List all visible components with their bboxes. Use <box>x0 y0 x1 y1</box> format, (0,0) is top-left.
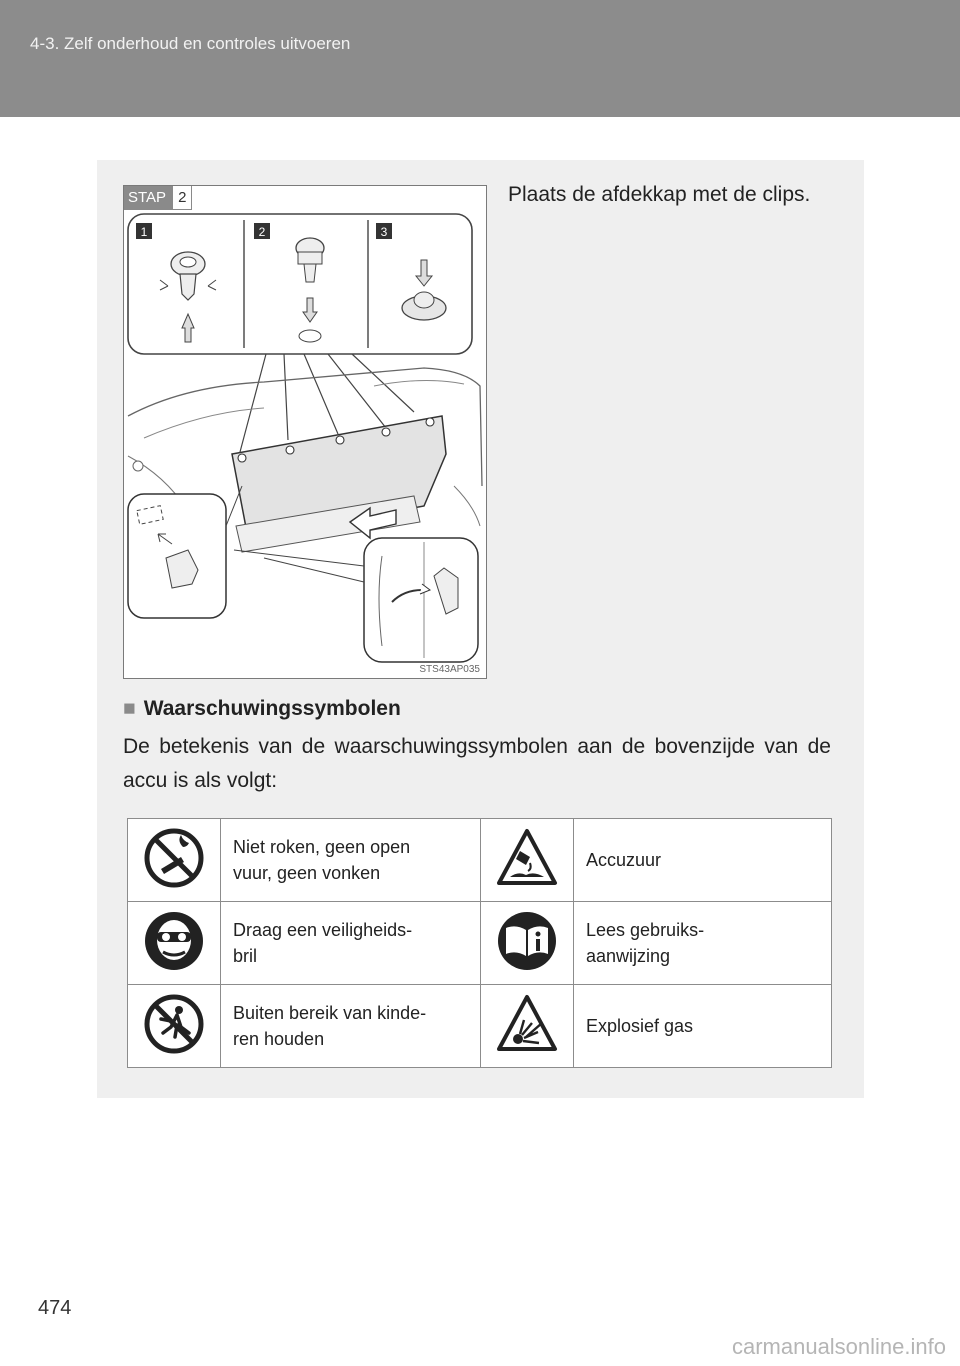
explosive-gas-icon <box>496 993 558 1055</box>
step-label <box>124 186 192 210</box>
symbol-text-line: Explosief gas <box>586 1016 694 1036</box>
symbol-description <box>574 985 832 1068</box>
symbol-text-line: Niet roken, geen open <box>233 837 411 857</box>
symbol-cell <box>481 985 574 1068</box>
step-instruction: Plaats de afdekkap met de clips. <box>508 183 811 206</box>
step-number: 2 <box>172 186 192 210</box>
symbol-text-line: Lees gebruiks- <box>586 920 705 940</box>
square-bullet-icon: ■ <box>123 697 136 720</box>
page-number: 474 <box>38 1297 72 1319</box>
subheading-text: Waarschuwingssymbolen <box>143 697 401 720</box>
symbol-description <box>574 902 832 985</box>
table-row <box>128 985 832 1068</box>
symbol-cell <box>128 902 221 985</box>
step-word: STAP <box>124 186 172 210</box>
read-manual-icon <box>496 910 558 972</box>
symbol-text-line: Accuzuur <box>586 850 662 870</box>
symbol-cell <box>128 819 221 902</box>
table-row <box>128 902 832 985</box>
symbol-text-line: ren houden <box>233 1029 325 1049</box>
symbol-cell <box>481 902 574 985</box>
battery-acid-icon <box>496 827 558 889</box>
symbol-text-line: vuur, geen vonken <box>233 863 381 883</box>
clip-illustration <box>124 186 487 679</box>
symbol-description <box>574 819 832 902</box>
symbol-description <box>221 902 481 985</box>
symbol-text-line: aanwijzing <box>586 946 671 966</box>
detail-3-number: 3 <box>380 225 388 239</box>
symbol-cell <box>481 819 574 902</box>
symbol-text-line: Buiten bereik van kinde- <box>233 1003 427 1023</box>
warning-symbols-table <box>127 818 832 1068</box>
symbol-description <box>221 819 481 902</box>
detail-1-number: 1 <box>140 225 148 239</box>
keep-away-children-icon <box>143 993 205 1055</box>
watermark: carmanualsonline.info <box>731 1334 946 1359</box>
symbol-description <box>221 985 481 1068</box>
page-header <box>0 0 960 117</box>
symbol-text-line: bril <box>233 946 258 966</box>
section-subheading <box>123 697 401 721</box>
no-smoking-icon <box>143 827 205 889</box>
intro-paragraph: De betekenis van de waarschuwingssymbolen aan de bovenzijde van de accu is als volgt: <box>123 735 831 792</box>
section-title: 4-3. Zelf onderhoud en controles uitvoeren <box>30 34 351 53</box>
safety-goggles-icon <box>143 910 205 972</box>
figure-code: STS43AP035 <box>419 664 480 675</box>
symbol-cell <box>128 985 221 1068</box>
symbol-text-line: Draag een veiligheids- <box>233 920 413 940</box>
table-row <box>128 819 832 902</box>
detail-2-number: 2 <box>258 225 266 239</box>
clip-installation-figure <box>123 185 487 679</box>
